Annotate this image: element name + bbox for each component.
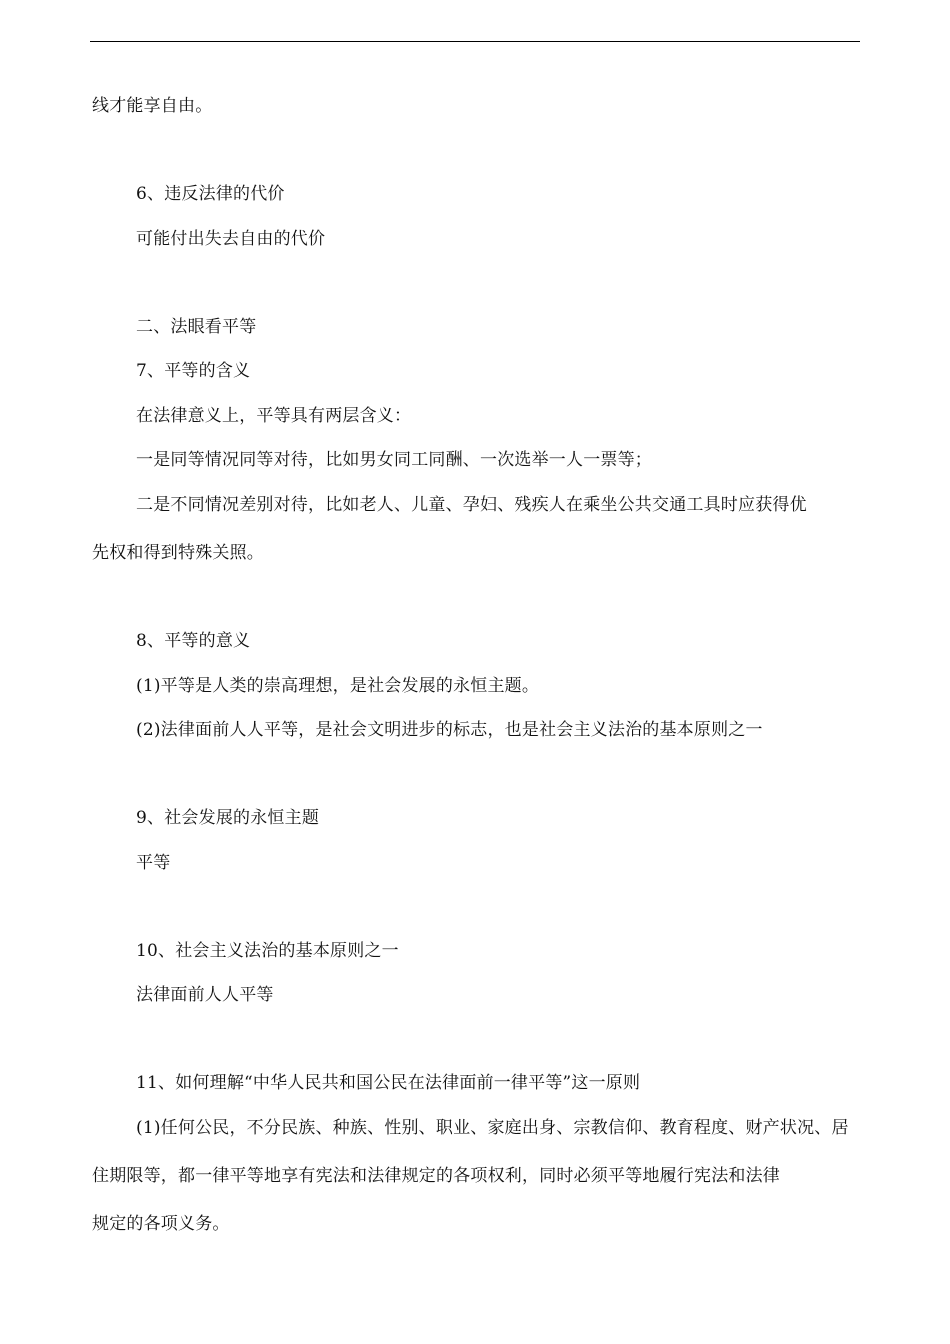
section-heading: 7、平等的含义 [136, 361, 251, 381]
text-line: 一是同等情况同等对待，比如男女同工同酬、一次选举一人一票等； [136, 450, 652, 470]
section-heading: 10、社会主义法治的基本原则之一 [136, 941, 399, 961]
text-line: 在法律意义上，平等具有两层含义： [136, 406, 412, 426]
text-line: 二是不同情况差别对待，比如老人、儿童、孕妇、残疾人在乘坐公共交通工具时应获得优 [136, 495, 807, 515]
text-line: 法律面前人人平等 [136, 985, 274, 1005]
section-heading: 6、违反法律的代价 [136, 184, 285, 204]
text-line: 住期限等，都一律平等地享有宪法和法律规定的各项权利，同时必须平等地履行宪法和法律 [92, 1166, 780, 1186]
section-heading: 9、社会发展的永恒主题 [136, 808, 320, 828]
section-heading: 8、平等的意义 [136, 631, 251, 651]
text-line: 规定的各项义务。 [92, 1214, 230, 1234]
text-line: (2)法律面前人人平等，是社会文明进步的标志，也是社会主义法治的基本原则之一 [136, 720, 763, 740]
text-line: (1)平等是人类的崇高理想，是社会发展的永恒主题。 [136, 676, 540, 696]
header-rule [90, 41, 860, 42]
text-line: 线才能享自由。 [92, 96, 213, 116]
chapter-heading: 二、法眼看平等 [136, 317, 257, 337]
section-heading: 11、如何理解“中华人民共和国公民在法律面前一律平等”这一原则 [136, 1073, 641, 1093]
text-line: 先权和得到特殊关照。 [92, 543, 264, 563]
text-line: (1)任何公民，不分民族、种族、性别、职业、家庭出身、宗教信仰、教育程度、财产状况、居 [136, 1118, 849, 1138]
text-line: 平等 [136, 853, 171, 873]
text-line: 可能付出失去自由的代价 [136, 229, 326, 249]
